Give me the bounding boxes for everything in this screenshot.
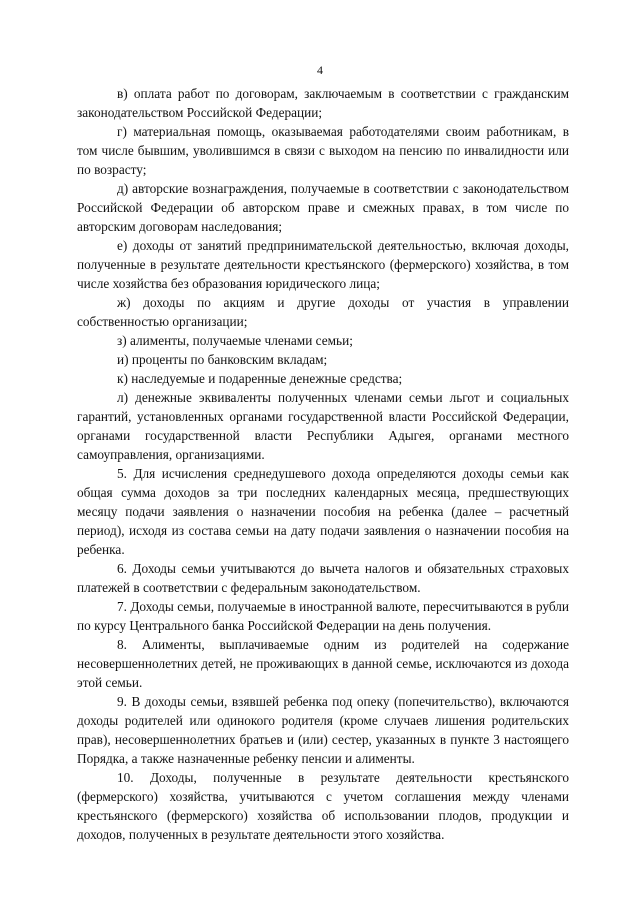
paragraph-l: л) денежные эквиваленты полученных членами семьи льгот и социальных гарантий, установленных органами государственной власти Российской Федерации, органами государственной власти Республики Адыгея, органами местного самоуправления, организациями. — [77, 390, 569, 462]
paragraph-7: 7. Доходы семьи, получаемые в иностранной валюте, пересчитываются в рубли по курсу Центрального банка Российской Федерации на день получения. — [77, 599, 569, 633]
paragraph-g: г) материальная помощь, оказываемая работодателями своим работникам, в том числе бывшим, уволившимся в связи с выходом на пенсию по инвалидности или по возрасту; — [77, 124, 569, 177]
paragraph-v: в) оплата работ по договорам, заключаемым в соответствии с гражданским законодательством Российской Федерации; — [77, 86, 569, 120]
paragraph-zh: ж) доходы по акциям и другие доходы от участия в управлении собственностью организации; — [77, 295, 569, 329]
paragraph-e: е) доходы от занятий предпринимательской деятельностью, включая доходы, полученные в результате деятельности крестьянского (фермерского) хозяйства, в том числе хозяйства без образования юридического лица; — [77, 238, 569, 291]
paragraph-i: и) проценты по банковским вкладам; — [117, 352, 328, 367]
paragraph-10: 10. Доходы, полученные в результате деятельности крестьянского (фермерского) хозяйства, учитываются с учетом соглашения между членами крестьянского (фермерского) хозяйства об использовании плодов, продукции и доходов, полученных в результате деятельности этого хозяйства. — [77, 770, 569, 842]
paragraph-8: 8. Алименты, выплачиваемые одним из родителей на содержание несовершеннолетних детей, не проживающих в данной семье, исключаются из дохода этой семьи. — [77, 637, 569, 690]
paragraph-6: 6. Доходы семьи учитываются до вычета налогов и обязательных страховых платежей в соответствии с федеральным законодательством. — [77, 561, 569, 595]
paragraph-z: з) алименты, получаемые членами семьи; — [117, 333, 353, 348]
paragraph-9: 9. В доходы семьи, взявшей ребенка под опеку (попечительство), включаются доходы родителей или одинокого родителя (кроме случаев лишения родительских прав), несовершеннолетних братьев и (или) сестер, указанных в пункте 3 настоящего Порядка, а также назначенные ребенку пенсии и алименты. — [77, 694, 569, 766]
document-body — [77, 84, 569, 844]
paragraph-5: 5. Для исчисления среднедушевого дохода определяются доходы семьи как общая сумма доходов за три последних календарных месяца, предшествующих месяцу подачи заявления о назначении пособия на ребенка (далее – расчетный период), исходя из состава семьи на дату подачи заявления о назначении пособия на ребенка. — [77, 466, 569, 557]
paragraph-k: к) наследуемые и подаренные денежные средства; — [117, 371, 403, 386]
paragraph-d: д) авторские вознаграждения, получаемые в соответствии с законодательством Российской Федерации об авторском праве и смежных правах, в том числе по авторским договорам наследования; — [77, 181, 569, 234]
page-number: 4 — [317, 63, 323, 77]
